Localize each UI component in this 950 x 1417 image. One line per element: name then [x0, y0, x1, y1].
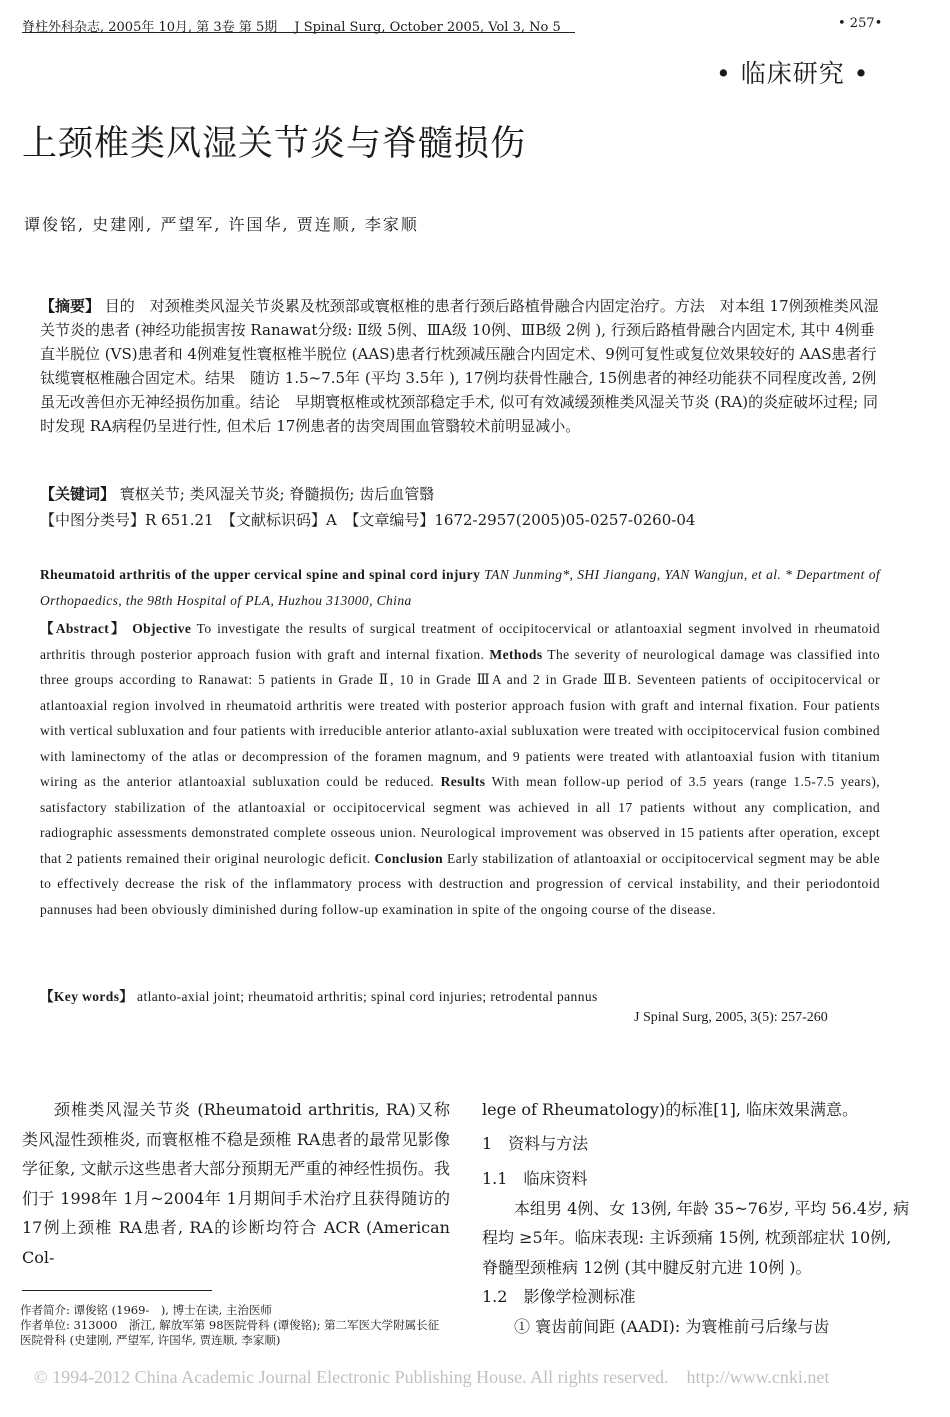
english-title-block: [40, 562, 880, 613]
abstract-label: 【摘要】: [40, 297, 101, 315]
continuation-text: lege of Rheumatology)的标准[1], 临床效果满意。: [482, 1100, 859, 1119]
abstract-label-en: 【Abstract】: [40, 621, 127, 636]
english-abstract: [40, 616, 880, 922]
english-title: Rheumatoid arthritis of the upper cervical spine and spinal cord injury: [40, 567, 481, 582]
section-heading-1-2: 1.2 影像学检测标准: [482, 1287, 636, 1306]
methods-label: Methods: [484, 646, 543, 662]
footnote-affiliation: 作者单位: 313000 浙江, 解放军第 98医院骨科 (谭俊铭); 第二军医大学附属长征医院骨科 (史建刚, 严望军, 许国华, 贾连顺, 李家顺): [20, 1318, 440, 1347]
keywords-label: 【关键词】: [40, 485, 116, 503]
copyright-watermark: © 1994-2012 China Academic Journal Electronic Publishing House. All rights reserved. http://www.cnki.net: [34, 1367, 830, 1387]
section-heading-1: 1 资料与方法: [482, 1133, 589, 1153]
chinese-keywords: [40, 482, 880, 506]
body-right-column: [482, 1095, 912, 1341]
abstract-text: 目的 对颈椎类风湿关节炎累及枕颈部或寰枢椎的患者行颈后路植骨融合内固定治疗。方法 对本组 17例颈椎类风湿关节炎的患者 (神经功能损害按 Ranawat分级: Ⅱ级 5例、ⅢA级 10例、ⅢB级 2例 ), 行颈后路植骨融合内固定术, 其中 4例垂直半脱位 (VS)患者和 4例难复性寰枢椎半脱位 (AAS)患者行枕颈减压融合内固定术、9例可复性或复位效果较好的 AAS患者行钛缆寰枢椎融合固定术。结果 随访 1.5~7.5年 (平均 3.5年 ), 17例均获骨性融合, 15例患者的神经功能获不同程度改善, 2例虽无改善但亦无神经损伤加重。结论 早期寰枢椎或枕颈部稳定手术, 似可有效减缓颈椎类风湿关节炎 (RA)的炎症破坏过程; 同时发现 RA病程仍呈进行性, 但术后 17例患者的齿突周围血管翳较术前明显减小。: [40, 297, 879, 435]
english-authors: TAN Junming*, SHI Jiangang, YAN Wangjun, et al. * Department of Orthopaedics, the 98th Hospital of PLA, Huzhou 313000, China: [40, 567, 880, 608]
conclusion-label: Conclusion: [370, 850, 444, 866]
section-label: • 临床研究 •: [716, 59, 870, 88]
clinical-data-paragraph: 本组男 4例、女 13例, 年龄 35~76岁, 平均 56.4岁, 病程均 ≥5年。临床表现: 主诉颈痛 15例, 枕颈部症状 10例, 脊髓型颈椎病 12例 (其中腱反射亢进 10例 )。: [482, 1198, 910, 1277]
chinese-abstract: [40, 294, 880, 438]
keywords-text: 寰枢关节; 类风湿关节炎; 脊髓损伤; 齿后血管翳: [115, 485, 435, 503]
header-rule: [22, 32, 575, 33]
citation-line: J Spinal Surg, 2005, 3(5): 257-260: [634, 1010, 828, 1025]
body-left-column: [22, 1095, 450, 1272]
methods-text: The severity of neurological damage was classified into three groups according to Ranawat: 5 patients in Grade Ⅱ, 10 in Grade ⅢA and 2 in Grade ⅢB. Seventeen patients of occipitocervical or atlantoaxial region involved in rheumatoid arthritis were treated with posterior approach fusion with graft and internal fixation. Four patients with vertical subluxation and four patients with irreducible anterior atlanto-axial subluxation were treated with occipitocervical fusion combined with laminectomy of the atlas or decompression of the foramen magnum, and 9 patients were treated with atlantoaxial fusion with titanium wiring as the anterior atlantoaxial subluxation could be reduced.: [40, 646, 880, 789]
footnote: [20, 1303, 450, 1348]
keywords-text-en: atlanto-axial joint; rheumatoid arthritis; spinal cord injuries; retrodental pannus: [133, 989, 598, 1004]
english-keywords: [40, 984, 880, 1010]
footnote-author-info: 作者简介: 谭俊铭 (1969- ), 博士在读, 主治医师: [20, 1303, 272, 1317]
results-text: With mean follow-up period of 3.5 years (range 1.5-7.5 years), satisfactory stabilization of the atlantoaxial or occipitocervical segment was achieved in all 17 patients without any complication, and radiographic assessments demonstrated complete osseous union. Neurological improvement was observed in 15 patients after operation, except that 2 patients remained their original neurologic deficit.: [40, 774, 880, 866]
author-list: 谭俊铭, 史建刚, 严望军, 许国华, 贾连顺, 李家顺: [24, 215, 419, 234]
running-header: 脊柱外科杂志, 2005年 10月, 第 3卷 第 5期 J Spinal Surg, October 2005, Vol 3, No 5: [22, 20, 561, 35]
keywords-label-en: 【Key words】: [40, 989, 134, 1004]
article-title: 上颈椎类风湿关节炎与脊髓损伤: [22, 124, 527, 164]
classification-line: 【中图分类号】R 651.21 【文献标识码】A 【文章编号】1672-2957(2005)05-0257-0260-04: [40, 511, 696, 529]
results-label: Results: [434, 774, 486, 789]
objective-label: Objective: [126, 621, 192, 636]
objective-text: To investigate the results of surgical treatment of occipitocervical or atlantoaxial segment involved in rheumatoid arthritis through posterior approach fusion with graft and internal fixation.: [40, 621, 880, 662]
imaging-paragraph: ① 寰齿前间距 (AADI): 为寰椎前弓后缘与齿: [514, 1316, 830, 1336]
footnote-rule: [22, 1290, 212, 1291]
intro-paragraph: 颈椎类风湿关节炎 (Rheumatoid arthritis, RA)又称类风湿性颈椎炎, 而寰枢椎不稳是颈椎 RA患者的最常见影像学征象, 文献示这些患者大部分预期无严重的神经性损伤。我们于 1998年 1月~2004年 1月期间手术治疗且获得随访的 17例上颈椎 RA患者, RA的诊断均符合 ACR (American Col-: [22, 1100, 450, 1267]
section-heading-1-1: 1.1 临床资料: [482, 1169, 588, 1188]
conclusion-text: Early stabilization of atlantoaxial or occipitocervical segment may be able to effectively decrease the risk of the inflammatory process with destruction and progression of cervical instability, and their periodontoid pannuses had been obviously diminished during follow-up examination in spite of the ongoing course of the disease.: [40, 850, 880, 917]
page-number: • 257•: [838, 16, 883, 31]
